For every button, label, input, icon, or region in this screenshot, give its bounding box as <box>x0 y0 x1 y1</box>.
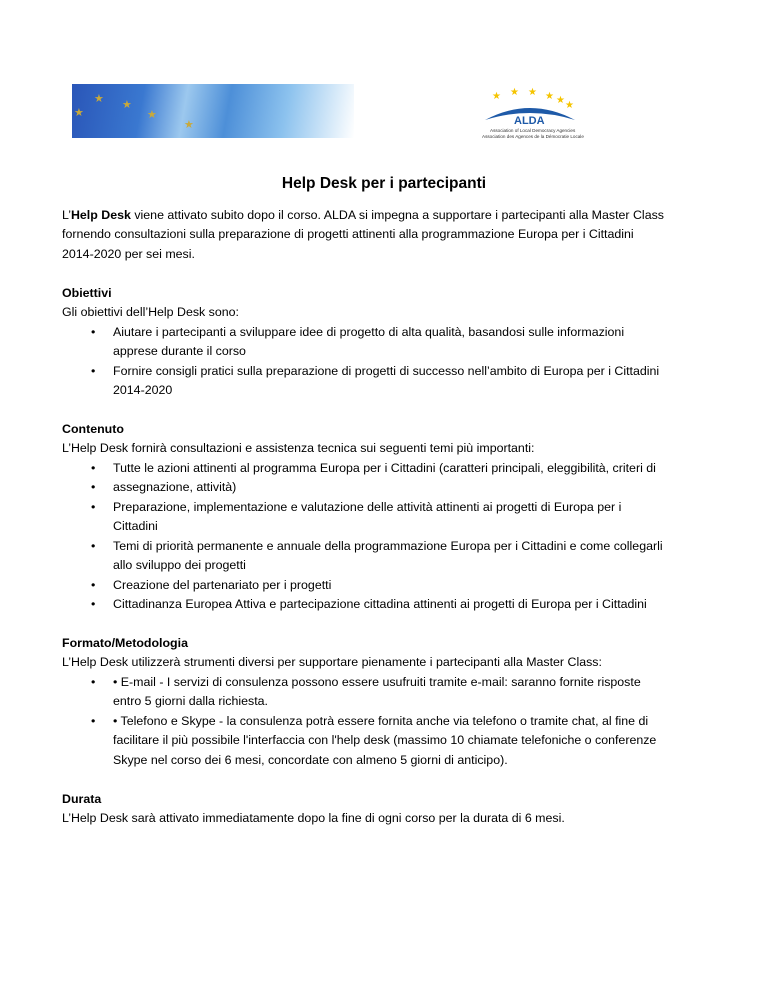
svg-text:★: ★ <box>492 91 501 102</box>
bullet-continuation: facilitare il più possibile l'interfaccia con l'help desk (massimo 10 chiamate telefoniche o conferenze <box>113 733 657 748</box>
bullet-icon: • <box>91 674 96 689</box>
svg-text:★: ★ <box>565 100 574 111</box>
bullet-text: Creazione del partenariato per i progetti <box>113 577 332 592</box>
intro-prefix: L’ <box>62 208 71 222</box>
bullet-continuation: 2014-2020 <box>113 383 173 398</box>
alda-logo <box>470 84 620 140</box>
svg-text:Association des Agences de la: Association des Agences de la Démocratie Locale <box>482 134 584 139</box>
bullet-icon: • <box>91 538 96 553</box>
bullet-icon: • <box>91 597 96 612</box>
intro-bold: Help Desk <box>70 208 131 222</box>
bullet-item <box>62 478 722 497</box>
section-heading: Durata <box>62 791 102 806</box>
bullet-icon: • <box>91 480 96 495</box>
intro-line: fornendo consultazioni sulla preparazione di progetti attinenti alla programmazione Europa per i Cittadini <box>62 227 634 242</box>
bullet-item <box>62 498 722 517</box>
bullet-item <box>62 576 722 595</box>
bullet-continuation: Cittadini <box>113 519 158 534</box>
svg-text:★: ★ <box>510 87 519 98</box>
spacer <box>62 264 722 283</box>
bullet-icon: • <box>91 499 96 514</box>
bullet-text: Temi di priorità permanente e annuale della programmazione Europa per i Cittadini e come collegarli <box>113 538 663 553</box>
intro-line: 2014-2020 per sei mesi. <box>62 246 195 261</box>
bullet-item <box>62 673 722 692</box>
section-heading: Formato/Metodologia <box>62 635 188 650</box>
section-heading: Contenuto <box>62 421 124 436</box>
eu-banner-image: ★ ★ ★ ★ ★ <box>72 84 354 138</box>
bullet-icon: • <box>91 324 96 339</box>
svg-text:Association of Local Democracy: Association of Local Democracy Agencies <box>490 128 576 133</box>
bullet-item <box>62 537 722 556</box>
bullet-text: Cittadinanza Europea Attiva e partecipazione cittadina attinenti ai progetti di Europa per i Cittadini <box>113 597 647 612</box>
bullet-text: Tutte le azioni attinenti al programma Europa per i Cittadini (caratteri principali, eleggibilità, criteri di <box>113 460 656 475</box>
bullet-text: • Telefono e Skype - la consulenza potrà essere fornita anche via telefono o tramite chat, al fine di <box>113 713 649 728</box>
spacer <box>62 770 722 789</box>
bullet-continuation: apprese durante il corso <box>113 344 246 359</box>
bullet-continuation: entro 5 giorni dalla richiesta. <box>113 694 268 709</box>
page-title: Help Desk per i partecipanti <box>281 175 487 192</box>
bullet-item <box>62 595 722 614</box>
bullet-continuation: allo sviluppo dei progetti <box>113 558 246 573</box>
section-lead: L’Help Desk sarà attivato immediatamente dopo la fine di ogni corso per la durata di 6 mesi. <box>62 810 565 825</box>
bullet-text: Preparazione, implementazione e valutazione delle attività attinenti ai progetti di Europa per i <box>113 499 622 514</box>
intro-line <box>62 206 722 225</box>
svg-text:★: ★ <box>556 95 565 106</box>
svg-text:★: ★ <box>545 91 554 102</box>
bullet-item <box>62 459 722 478</box>
intro-text: viene attivato subito dopo il corso. ALDA si impegna a supportare i partecipanti alla Master Class <box>130 208 664 222</box>
spacer <box>62 401 722 420</box>
section-lead: L’Help Desk utilizzerà strumenti diversi per supportare pienamente i partecipanti alla Master Class: <box>62 655 602 670</box>
bullet-item <box>62 323 722 342</box>
bullet-item <box>62 712 722 731</box>
bullet-continuation: Skype nel corso dei 6 mesi, concordate con almeno 5 giorni di anticipo). <box>113 752 508 767</box>
bullet-item <box>62 362 722 381</box>
bullet-text: assegnazione, attività) <box>113 480 237 495</box>
bullet-icon: • <box>91 713 96 728</box>
bullet-text: Fornire consigli pratici sulla preparazione di progetti di successo nell’ambito di Europa per i Cittadini <box>113 363 660 378</box>
bullet-text: • E-mail - I servizi di consulenza possono essere usufruiti tramite e-mail: saranno fornite risposte <box>113 674 641 689</box>
document-body <box>62 206 722 828</box>
svg-text:ALDA: ALDA <box>514 115 545 127</box>
bullet-text: Aiutare i partecipanti a sviluppare idee di progetto di alta qualità, basandosi sulle informazioni <box>113 324 625 339</box>
bullet-icon: • <box>91 577 96 592</box>
bullet-icon: • <box>91 363 96 378</box>
bullet-icon: • <box>91 460 96 475</box>
section-heading: Obiettivi <box>62 285 112 300</box>
spacer <box>62 614 722 633</box>
section-lead: Gli obiettivi dell’Help Desk sono: <box>62 305 239 320</box>
section-lead: L’Help Desk fornirà consultazioni e assistenza tecnica sui seguenti temi più importanti: <box>62 441 535 456</box>
svg-text:★: ★ <box>528 87 537 98</box>
